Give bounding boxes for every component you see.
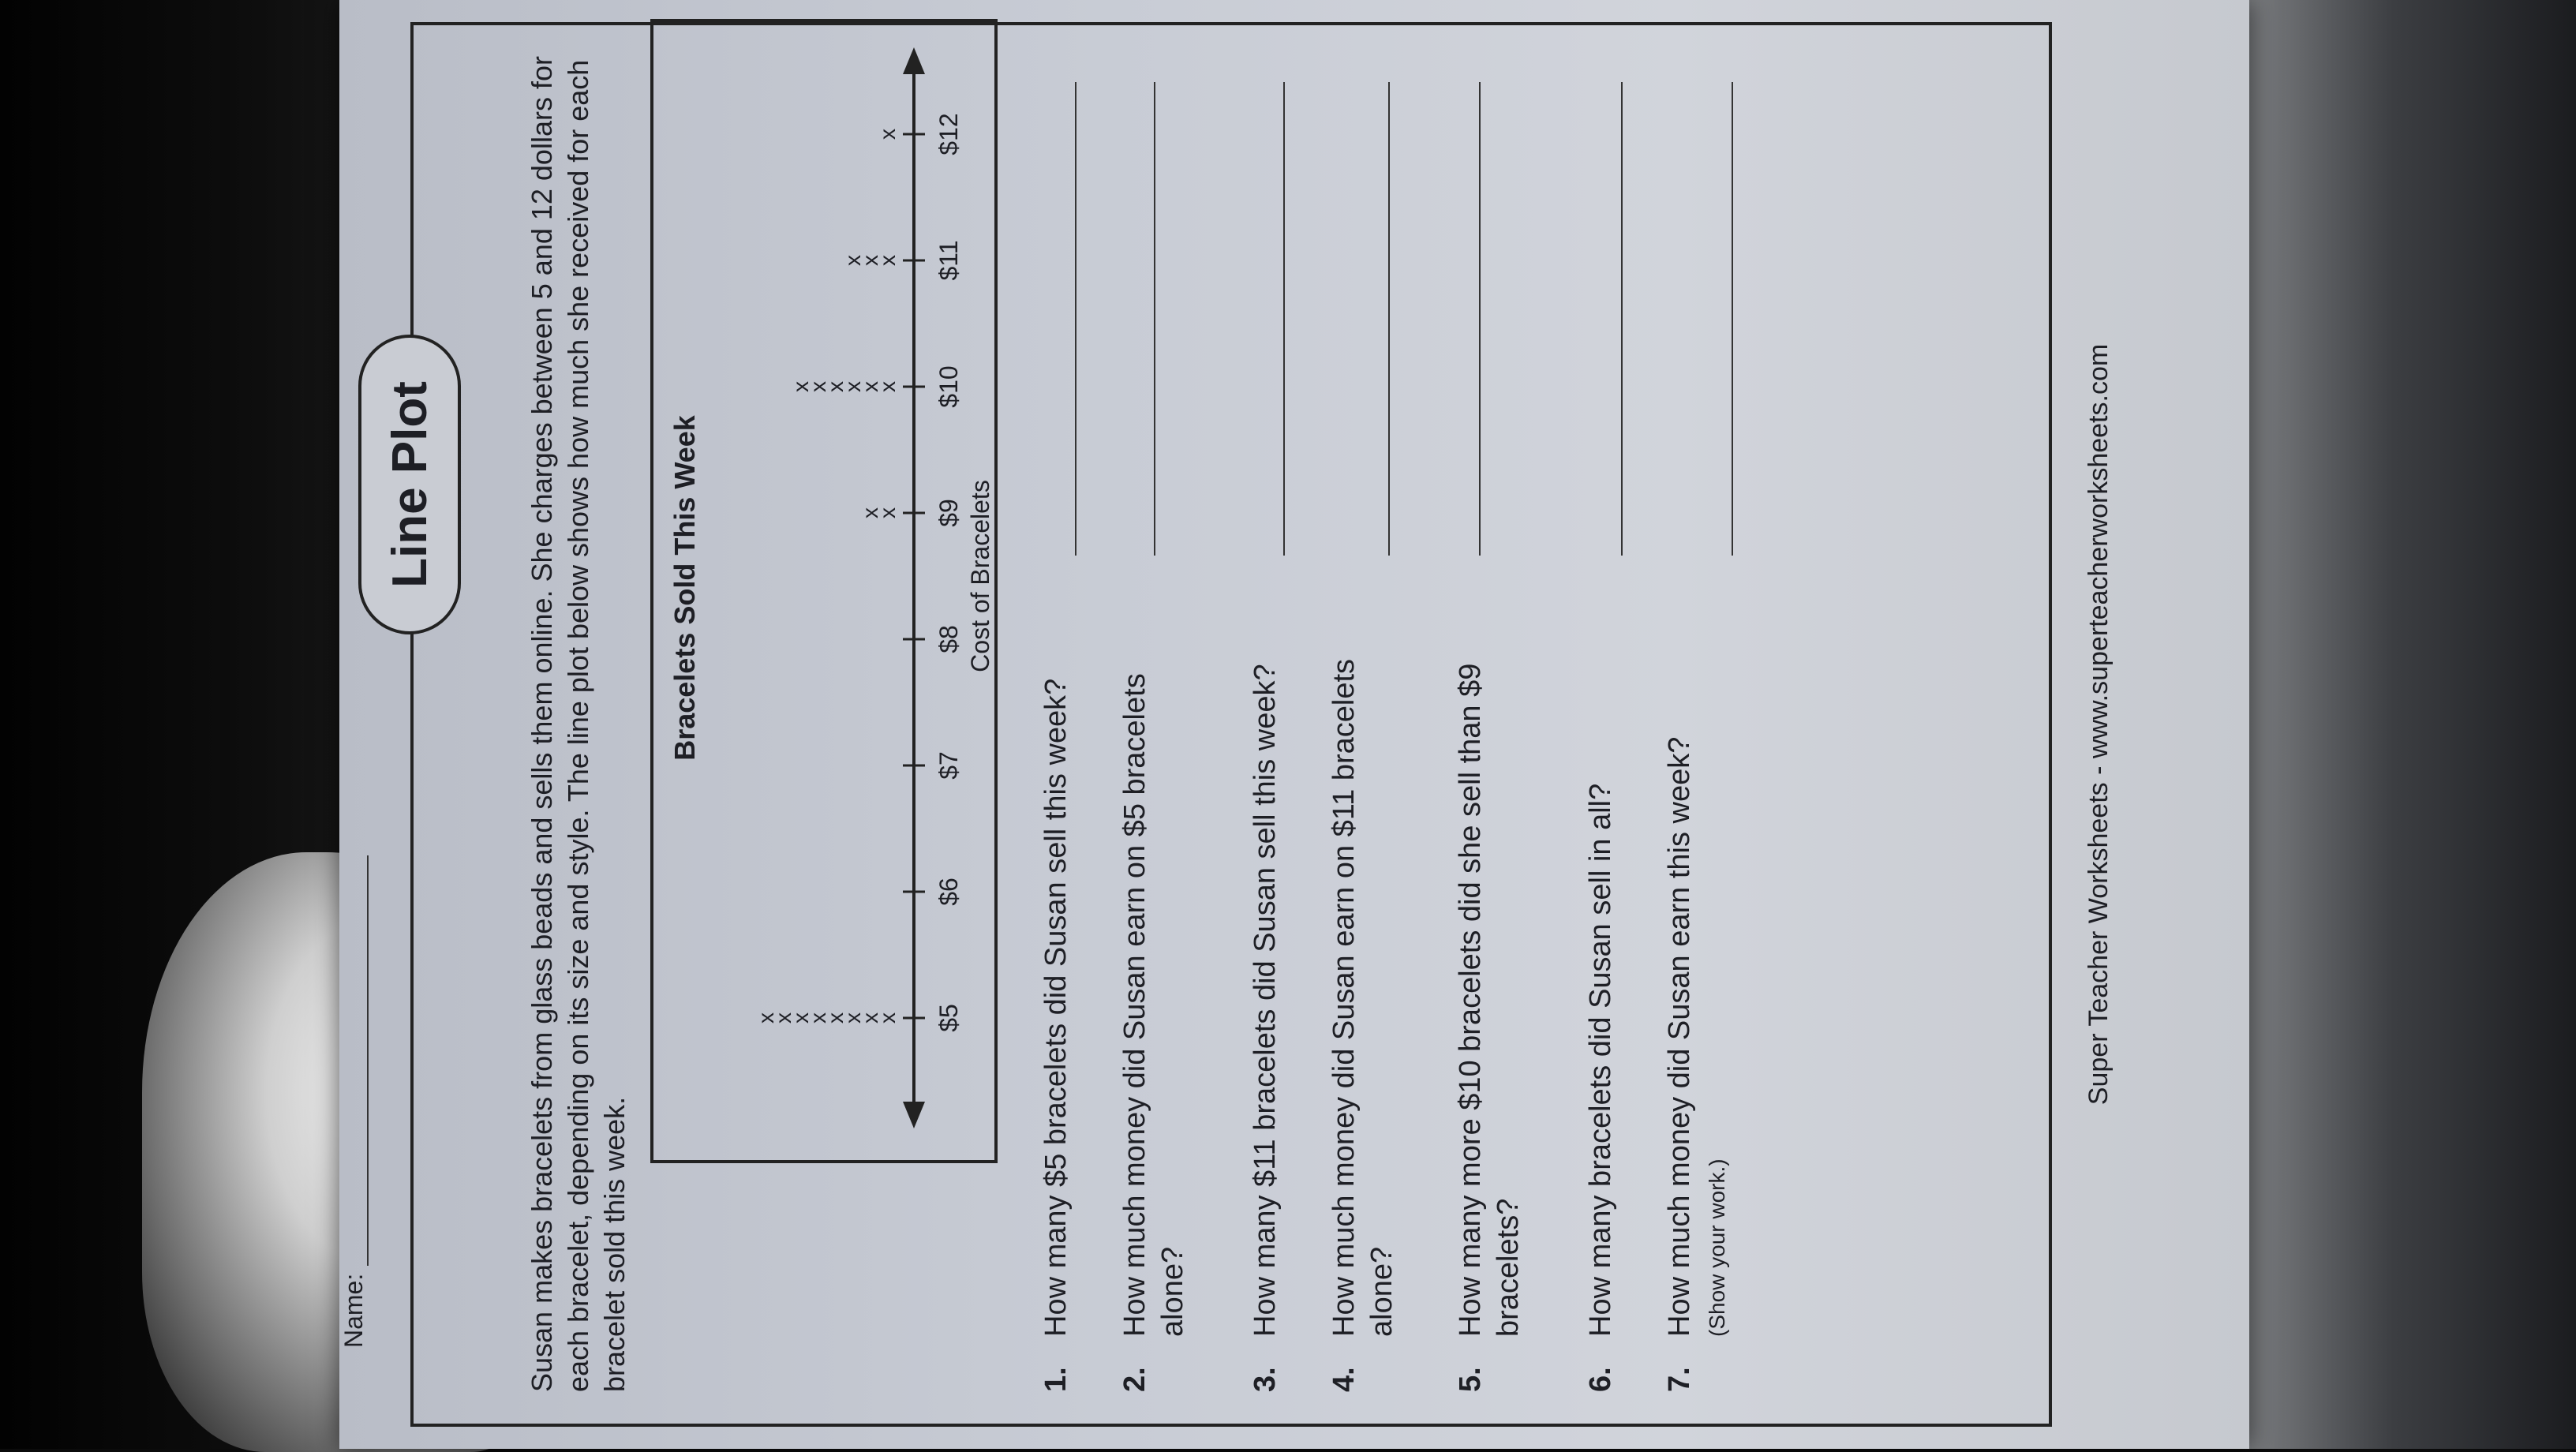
data-mark-x: x (858, 255, 882, 266)
data-mark-x: x (823, 1012, 848, 1024)
name-field (339, 855, 369, 1348)
tick-label: $8 (934, 625, 963, 653)
question-text-label: How much money did Susan earn this week? (1663, 736, 1696, 1337)
question-note: (Show your work.) (1705, 1158, 1729, 1337)
left-arrowhead (903, 1102, 925, 1128)
data-mark-x: x (858, 381, 882, 392)
answer-line[interactable] (1621, 82, 1623, 556)
question-text-label: How many more $10 bracelets did she sell than $9 bracelets? (1454, 663, 1525, 1337)
data-mark-x: x (875, 381, 900, 392)
data-mark-x: x (788, 1012, 813, 1024)
question-number: 5. (1454, 1367, 1487, 1392)
tick-label: $10 (934, 365, 963, 408)
question-text (1582, 627, 1619, 1337)
question-number: 6. (1584, 1367, 1617, 1392)
question-number: 4. (1327, 1367, 1361, 1392)
footer-credit: Super Teacher Worksheets - www.superteacherworksheets.com (2084, 343, 2114, 1106)
question-text (1451, 627, 1527, 1337)
data-mark-x: x (875, 129, 900, 140)
page-title: Line Plot (358, 335, 461, 634)
question-number: 7. (1663, 1367, 1696, 1392)
x-axis-label: Cost of Bracelets (966, 480, 994, 672)
question-number: 3. (1249, 1367, 1282, 1392)
tick-label: $5 (934, 1004, 963, 1032)
data-mark-x: x (875, 1012, 900, 1024)
data-mark-x: x (875, 507, 900, 518)
tick-label: $11 (934, 240, 963, 281)
data-mark-x: x (806, 1012, 830, 1024)
data-mark-x: x (788, 381, 813, 392)
question-text (1116, 627, 1192, 1337)
name-blank[interactable] (345, 855, 369, 1266)
data-mark-x: x (823, 381, 848, 392)
question-text (1661, 627, 1736, 1337)
answer-line[interactable] (1283, 82, 1285, 556)
question-text-label: How many $11 bracelets did Susan sell this week? (1249, 664, 1282, 1337)
question-text-label: How much money did Susan earn on $5 bracelets alone? (1118, 673, 1189, 1337)
intro-paragraph: Susan makes bracelets from glass beads and sells them online. She charges between 5 and 12 dollars for each bracelet, depending on its size and style. The line plot below shows how much she received for each bracelet sold this week. (526, 56, 631, 1392)
worksheet-frame (382, 22, 2052, 1427)
tick-label: $12 (934, 113, 963, 155)
data-mark-x: x (858, 1012, 882, 1024)
dark-background-right (2245, 0, 2576, 1449)
question-text-label: How much money did Susan earn on $11 bracelets alone? (1327, 658, 1398, 1337)
question-text (1325, 627, 1401, 1337)
tick-label: $7 (934, 751, 963, 780)
answer-line[interactable] (1732, 82, 1733, 556)
question-number: 2. (1118, 1367, 1151, 1392)
name-label: Name: (339, 1273, 368, 1348)
question-text-label: How many $5 bracelets did Susan sell this week? (1039, 678, 1073, 1337)
right-arrowhead (903, 47, 925, 74)
data-mark-x: x (771, 1012, 796, 1024)
worksheet-page (316, 14, 2241, 1435)
data-mark-x: x (875, 255, 900, 266)
data-mark-x: x (841, 255, 865, 266)
line-plot (653, 16, 1001, 1160)
tick-label: $6 (934, 878, 963, 906)
answer-line[interactable] (1388, 82, 1390, 556)
answer-line[interactable] (1479, 82, 1481, 556)
data-mark-x: x (754, 1012, 778, 1024)
tick-label: $9 (934, 499, 963, 527)
question-text (1037, 627, 1075, 1337)
data-mark-x: x (858, 507, 882, 518)
line-plot-box (650, 19, 998, 1163)
data-mark-x: x (841, 1012, 865, 1024)
question-text (1246, 627, 1284, 1337)
chart-title: Bracelets Sold This Week (668, 415, 701, 761)
question-number: 1. (1039, 1367, 1073, 1392)
question-text-label: How many bracelets did Susan sell in all? (1584, 783, 1617, 1337)
answer-line[interactable] (1154, 82, 1155, 556)
data-mark-x: x (841, 381, 865, 392)
answer-line[interactable] (1075, 82, 1076, 556)
data-mark-x: x (806, 381, 830, 392)
